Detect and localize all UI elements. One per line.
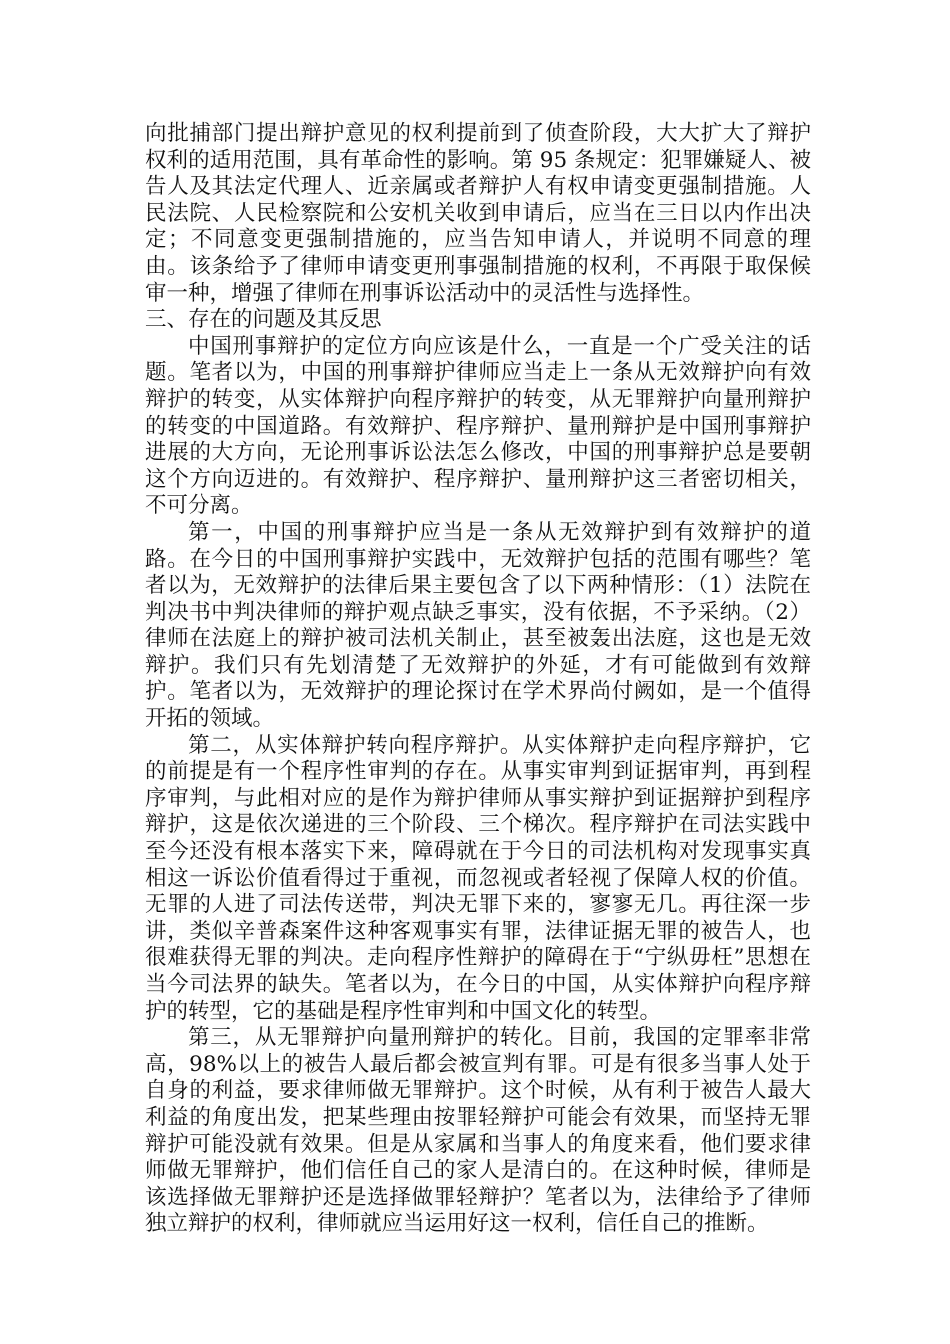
paragraph-intro: 中国刑事辩护的定位方向应该是什么，一直是一个广受关注的话题。笔者以为，中国的刑事辩护律师应当走上一条从无效辩护向有效辩护的转变，从实体辩护向程序辩护的转变，从无罪辩护向量刑辩护的转变的中国道路。有效辩护、程序辩护、量刑辩护是中国刑事辩护进展的大方向，无论刑事诉讼法怎么修改，中国的刑事辩护总是要朝这个方向迈进的。有效辩护、程序辩护、量刑辩护这三者密切相关，不可分离。 (145, 333, 811, 519)
paragraph-continuation: 向批捕部门提出辩护意见的权利提前到了侦查阶段，大大扩大了辩护权利的适用范围，具有革命性的影响。第 95 条规定：犯罪嫌疑人、被告人及其法定代理人、近亲属或者辩护人有权申请变更强制措施。人民法院、人民检察院和公安机关收到申请后，应当在三日以内作出决定；不同意变更强制措施的，应当告知申请人，并说明不同意的理由。该条给予了律师申请变更刑事强制措施的权利，不再限于取保候审一种，增强了律师在刑事诉讼活动中的灵活性与选择性。 (145, 121, 811, 306)
paragraph-first-point: 第一，中国的刑事辩护应当是一条从无效辩护到有效辩护的道路。在今日的中国刑事辩护实践中，无效辩护包括的范围有哪些？笔者以为，无效辩护的法律后果主要包含了以下两种情形：（1）法院在判决书中判决律师的辩护观点缺乏事实，没有依据，不予采纳。（2）律师在法庭上的辩护被司法机关制止，甚至被轰出法庭，这也是无效辩护。我们只有先划清楚了无效辩护的外延，才有可能做到有效辩护。笔者以为，无效辩护的理论探讨在学术界尚付阙如，是一个值得开拓的领域。 (145, 519, 811, 732)
document-page (145, 121, 811, 1238)
paragraph-third-point: 第三，从无罪辩护向量刑辩护的转化。目前，我国的定罪率非常高，98%以上的被告人最后都会被宣判有罪。可是有很多当事人处于自身的利益，要求律师做无罪辩护。这个时候，从有利于被告人最大利益的角度出发，把某些理由按罪轻辩护可能会有效果，而坚持无罪辩护可能没就有效果。但是从家属和当事人的角度来看，他们要求律师做无罪辩护，他们信任自己的家人是清白的。在这种时候，律师是该选择做无罪辩护还是选择做罪轻辩护？笔者以为，法律给予了律师独立辩护的权利，律师就应当运用好这一权利，信任自己的推断。 (145, 1025, 811, 1237)
section-heading-three: 三、存在的问题及其反思 (145, 307, 382, 333)
paragraph-second-point: 第二，从实体辩护转向程序辩护。从实体辩护走向程序辩护，它的前提是有一个程序性审判的存在。从事实审判到证据审判，再到程序审判，与此相对应的是作为辩护律师从事实辩护到证据辩护到程序辩护，这是依次递进的三个阶段、三个梯次。程序辩护在司法实践中至今还没有根本落实下来，障碍就在于今日的司法机构对发现事实真相这一诉讼价值看得过于重视，而忽视或者轻视了保障人权的价值。无罪的人进了司法传送带，判决无罪下来的，寥寥无几。再往深一步讲，类似辛普森案件这种客观事实有罪，法律证据无罪的被告人，也很难获得无罪的判决。走向程序性辩护的障碍在于“宁纵毋枉”思想在当今司法界的缺失。笔者以为，在今日的中国，从实体辩护向程序辩护的转型，它的基础是程序性审判和中国文化的转型。 (145, 732, 811, 1024)
